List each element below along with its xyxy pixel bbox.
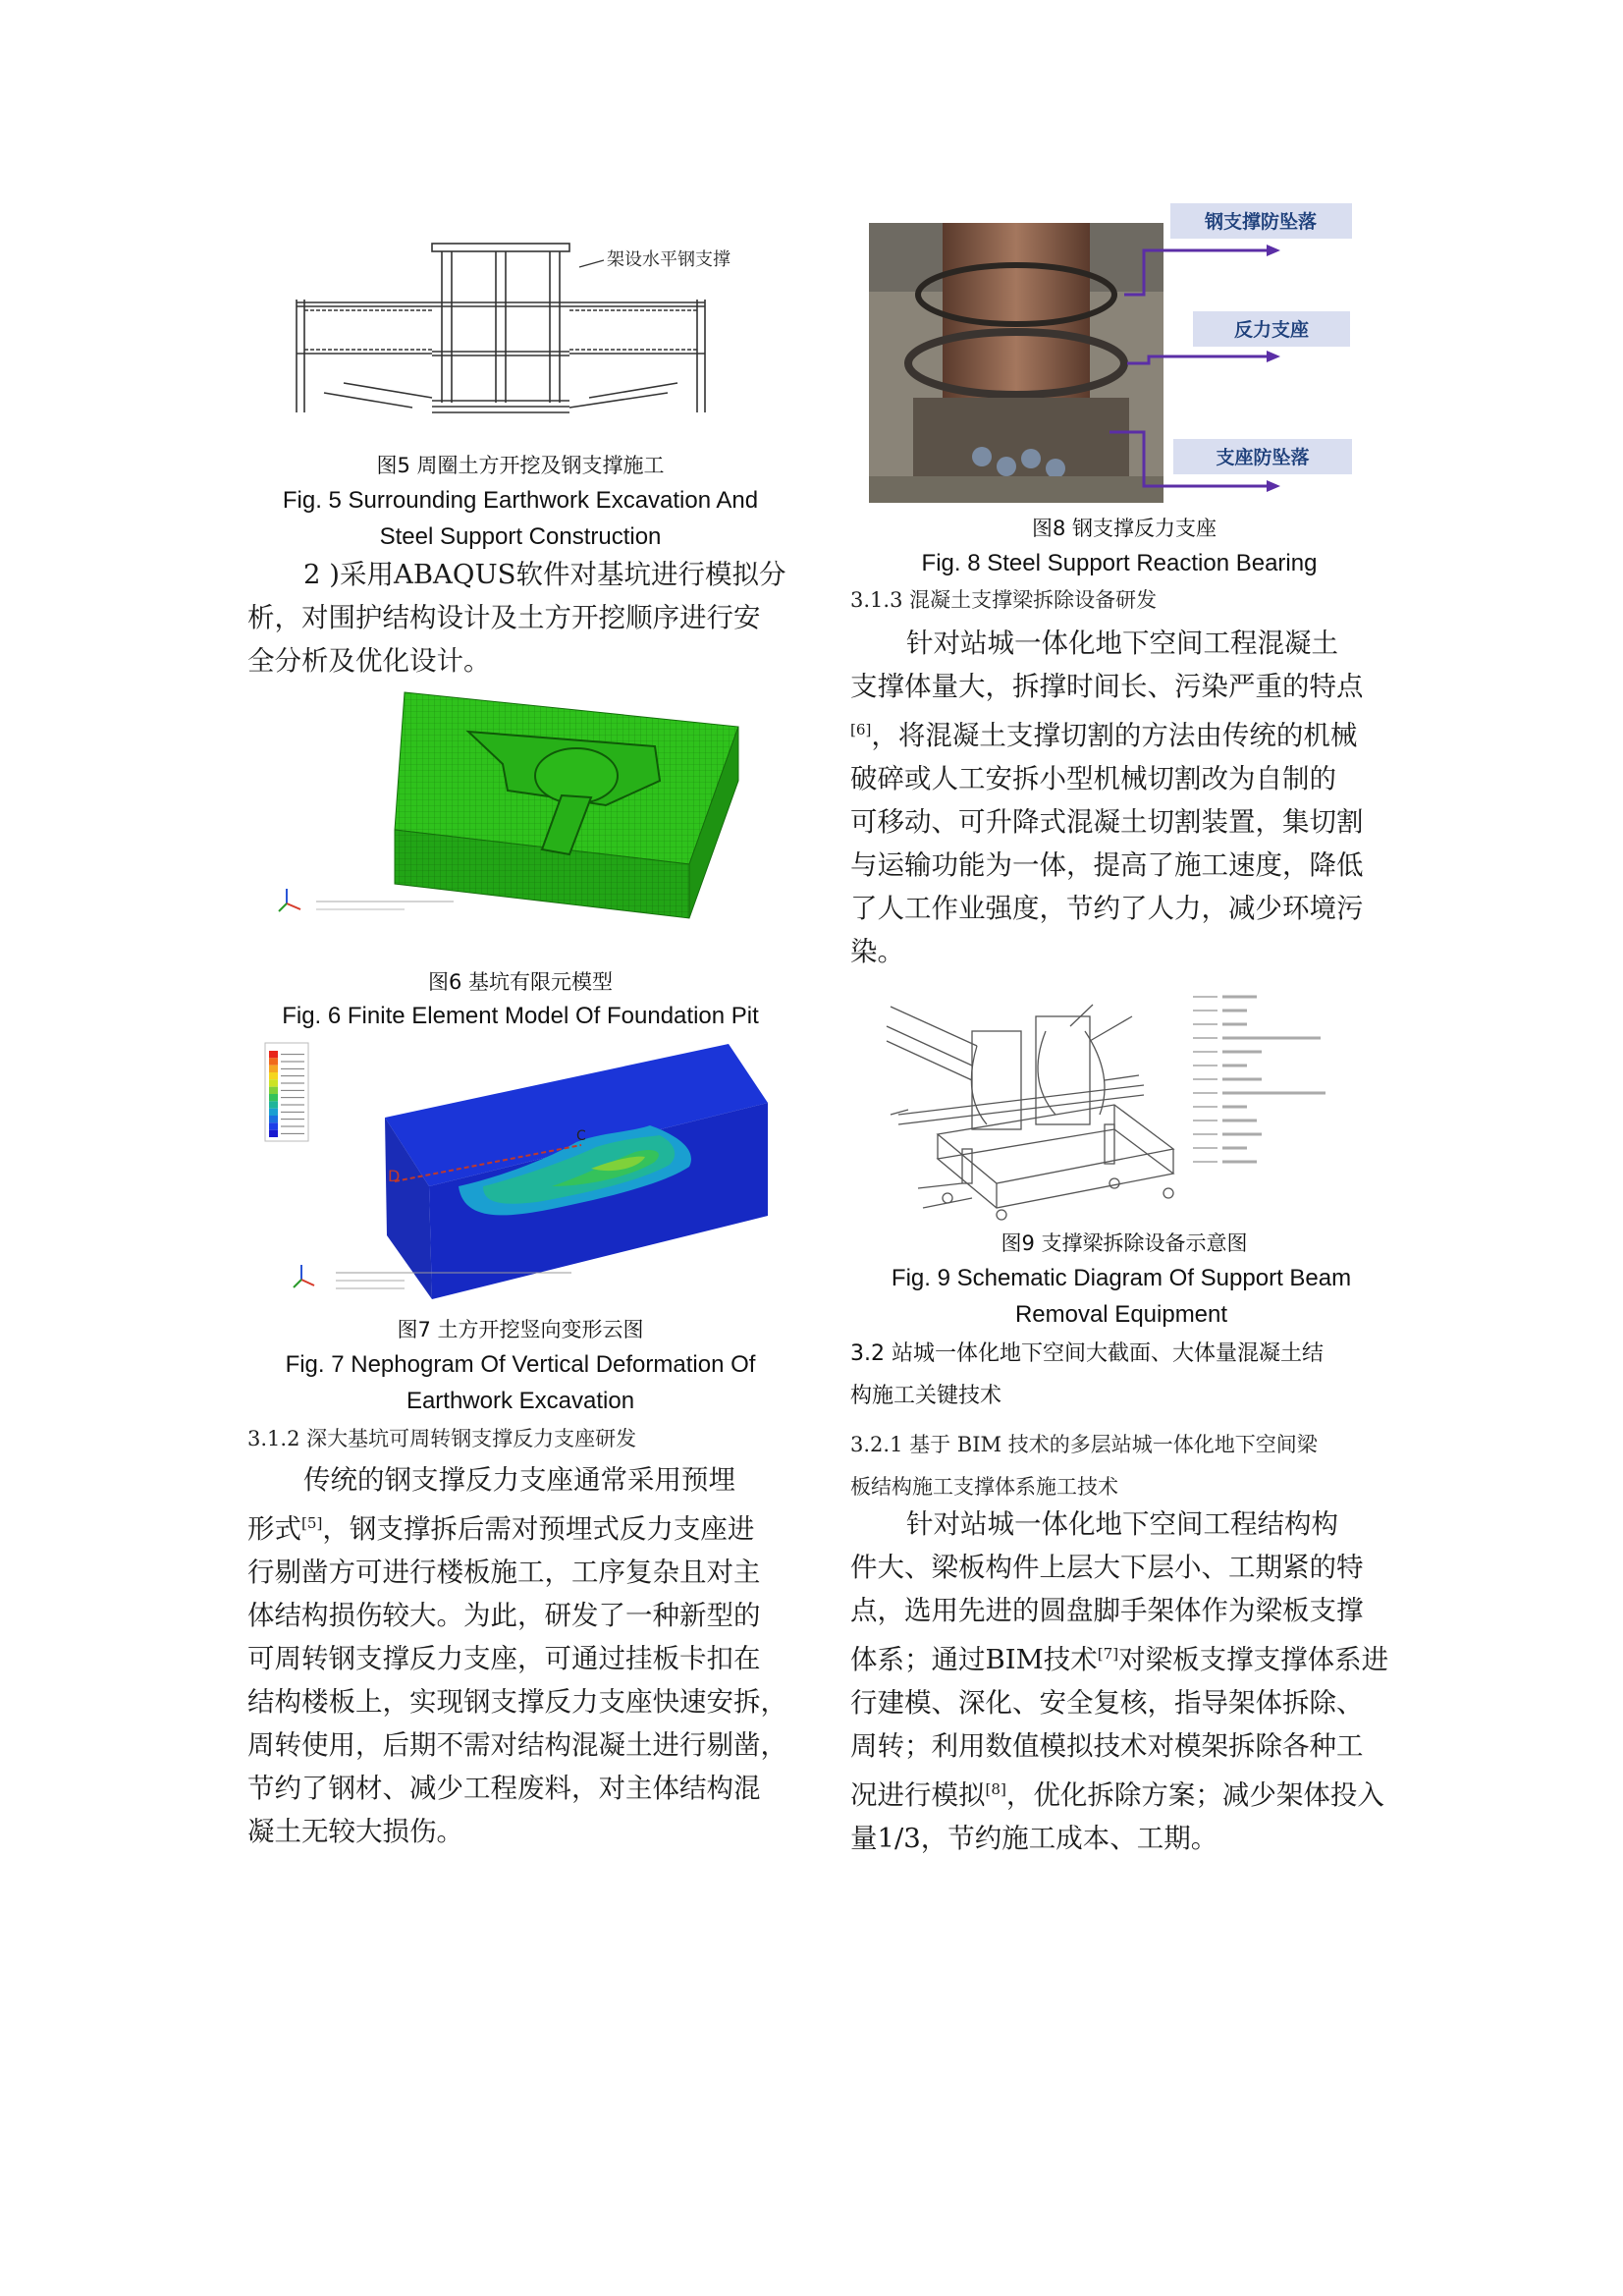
fig6-finite-element-model: [257, 687, 768, 948]
fig7-deformation-nephogram: [257, 1039, 773, 1314]
fig7-legend-swatch: [269, 1130, 278, 1137]
sec32-heading-line1: 3.2 站城一体化地下空间大截面、大体量混凝土结: [850, 1341, 1324, 1366]
fig7-caption-en-line1: Fig. 7 Nephogram Of Vertical Deformation Of: [285, 1351, 756, 1378]
sec312-line6: 结构楼板上，实现钢支撑反力支座快速安拆，: [247, 1686, 787, 1719]
paragraph-abaqus-line1: 2 )采用ABAQUS软件对基坑进行模拟分: [303, 559, 786, 590]
section-3-2-heading: [850, 1333, 1400, 1417]
sec321-line2: 件大、梁板构件上层大下层小、工期紧的特: [850, 1552, 1364, 1583]
sec313-line5: 可移动、可升降式混凝土切割装置，集切割: [850, 806, 1364, 839]
section-3-2-1-heading: [850, 1424, 1400, 1508]
sec312-line9: 凝土无较大损伤。: [247, 1816, 463, 1848]
fig7-legend-swatch: [269, 1051, 278, 1058]
fig5-caption-en-line2: Steel Support Construction: [379, 523, 662, 550]
sec321-heading-line1: 3.2.1 基于 BIM 技术的多层站城一体化地下空间梁: [850, 1433, 1318, 1456]
fig5-label-horizontal-steel-support: 架设水平钢支撑: [607, 249, 730, 270]
citation-6: [6]: [850, 721, 872, 738]
fig7-legend-swatch: [269, 1122, 278, 1129]
sec312-line2-b: ，钢支撑拆后需对预埋式反力支座进: [322, 1513, 755, 1546]
sec313-line7: 了人工作业强度，节约了人力，减少环境污: [850, 893, 1364, 925]
section-3-1-2-paragraph: [247, 1458, 793, 1853]
fig8-caption-cn: 图8 钢支撑反力支座: [1031, 517, 1217, 540]
sec312-line4: 体结构损伤较大。为此，研发了一种新型的: [247, 1600, 761, 1632]
fig7-legend-swatch: [269, 1066, 278, 1072]
sec321-line7-a: 况进行模拟: [850, 1779, 986, 1812]
fig5-caption-en-line1: Fig. 5 Surrounding Earthwork Excavation And: [282, 487, 759, 514]
sec321-line4: [850, 1632, 1396, 1681]
sec313-line3-text: ，将混凝土支撑切割的方法由传统的机械: [871, 720, 1358, 752]
fig5-caption-cn: 图5 周圈土方开挖及钢支撑施工: [376, 454, 665, 477]
fig7-legend-swatch: [269, 1072, 278, 1079]
fig8-callout-reaction-bearing: 反力支座: [1233, 319, 1310, 341]
sec312-line5: 可周转钢支撑反力支座，可通过挂板卡扣在: [247, 1643, 761, 1675]
fig7-legend-swatch: [269, 1087, 278, 1094]
fig7-caption-cn: 图7 土方开挖竖向变形云图: [397, 1318, 644, 1341]
fig9-equipment-schematic: [879, 987, 1340, 1237]
fig7-legend-swatch: [269, 1094, 278, 1101]
sec313-line3: [850, 708, 1396, 757]
section-3-2-1-paragraph: [850, 1503, 1396, 1860]
fig6-caption-cn: 图6 基坑有限元模型: [427, 970, 614, 994]
section-3-1-3-heading: 3.1.3 混凝土支撑梁拆除设备研发: [850, 588, 1158, 612]
sec312-line2-a: 形式: [247, 1513, 301, 1546]
fig6-caption-en: Fig. 6 Finite Element Model Of Foundation Pit: [282, 1003, 759, 1029]
citation-8: [8]: [985, 1780, 1006, 1799]
fig7-legend-swatch: [269, 1109, 278, 1116]
fig9-caption-cn: 图9 支撑梁拆除设备示意图: [1001, 1231, 1248, 1255]
sec313-line6: 与运输功能为一体，提高了施工速度，降低: [850, 849, 1364, 882]
fig8-callout-anti-fall: 钢支撑防坠落: [1204, 211, 1318, 233]
sec321-line7: [850, 1768, 1396, 1817]
fig7-caption-en-line2: Earthwork Excavation: [406, 1388, 635, 1414]
fig5-drawing: [295, 236, 766, 442]
sec312-line8: 节约了钢材、减少工程废料，对主体结构混: [247, 1773, 761, 1805]
sec313-line2: 支撑体量大，拆撑时间长、污染严重的特点: [850, 671, 1364, 702]
sec312-line2: [247, 1502, 793, 1551]
fig7-legend-swatch: [269, 1101, 278, 1108]
fig7-point-d: D: [388, 1167, 401, 1185]
fig9-caption-en-line1: Fig. 9 Schematic Diagram Of Support Beam: [891, 1265, 1352, 1291]
sec312-line7: 周转使用，后期不需对结构混凝土进行剔凿，: [247, 1729, 787, 1762]
sec313-line1: 针对站城一体化地下空间工程混凝土: [906, 628, 1338, 659]
fig9-caption-en-line2: Removal Equipment: [1014, 1301, 1228, 1328]
paragraph-abaqus-line2: 析，对围护结构设计及土方开挖顺序进行安: [247, 602, 761, 633]
sec321-line3: 点，选用先进的圆盘脚手架体作为梁板支撑: [850, 1595, 1364, 1626]
fig7-legend-swatch: [269, 1058, 278, 1065]
sec321-line4-a: 体系；通过BIM技术: [850, 1644, 1098, 1676]
fig8-caption-en: Fig. 8 Steel Support Reaction Bearing: [921, 550, 1318, 576]
sec312-line3: 行剔凿方可进行楼板施工，工序复杂且对主: [247, 1557, 761, 1589]
sec321-line6: 周转；利用数值模拟技术对模架拆除各种工: [850, 1730, 1364, 1763]
fig7-legend-swatch: [269, 1116, 278, 1122]
section-3-1-2-heading: 3.1.2 深大基坑可周转钢支撑反力支座研发: [247, 1427, 637, 1450]
fig7-legend: [265, 1043, 308, 1141]
sec313-line8: 染。: [850, 936, 904, 968]
fig8-photo: [864, 201, 1355, 508]
sec321-line5: 行建模、深化、安全复核，指导架体拆除、: [850, 1687, 1364, 1720]
sec321-heading-line2: 板结构施工支撑体系施工技术: [850, 1475, 1118, 1499]
sec32-heading-line2: 构施工关键技术: [850, 1384, 1002, 1408]
fig7-point-c: C: [576, 1128, 586, 1144]
sec313-line4: 破碎或人工安拆小型机械切割改为自制的: [850, 763, 1336, 795]
fig7-legend-swatch: [269, 1079, 278, 1086]
citation-7: [7]: [1097, 1645, 1119, 1663]
sec321-line1: 针对站城一体化地下空间工程结构构: [906, 1508, 1338, 1540]
fig8-callout-bearing-anti-fall: 支座防坠落: [1216, 447, 1310, 468]
citation-5: [5]: [301, 1514, 323, 1532]
sec321-line8: 量1/3，节约施工成本、工期。: [850, 1823, 1218, 1855]
sec312-line1: 传统的钢支撑反力支座通常采用预埋: [303, 1464, 735, 1496]
section-3-1-3-paragraph: [850, 622, 1396, 973]
sec321-line4-b: 对梁板支撑支撑体系进: [1118, 1644, 1389, 1676]
paragraph-abaqus-line3: 全分析及优化设计。: [247, 645, 491, 677]
paragraph-abaqus: [247, 553, 793, 683]
sec321-line7-b: ，优化拆除方案；减少架体投入: [1005, 1779, 1384, 1812]
